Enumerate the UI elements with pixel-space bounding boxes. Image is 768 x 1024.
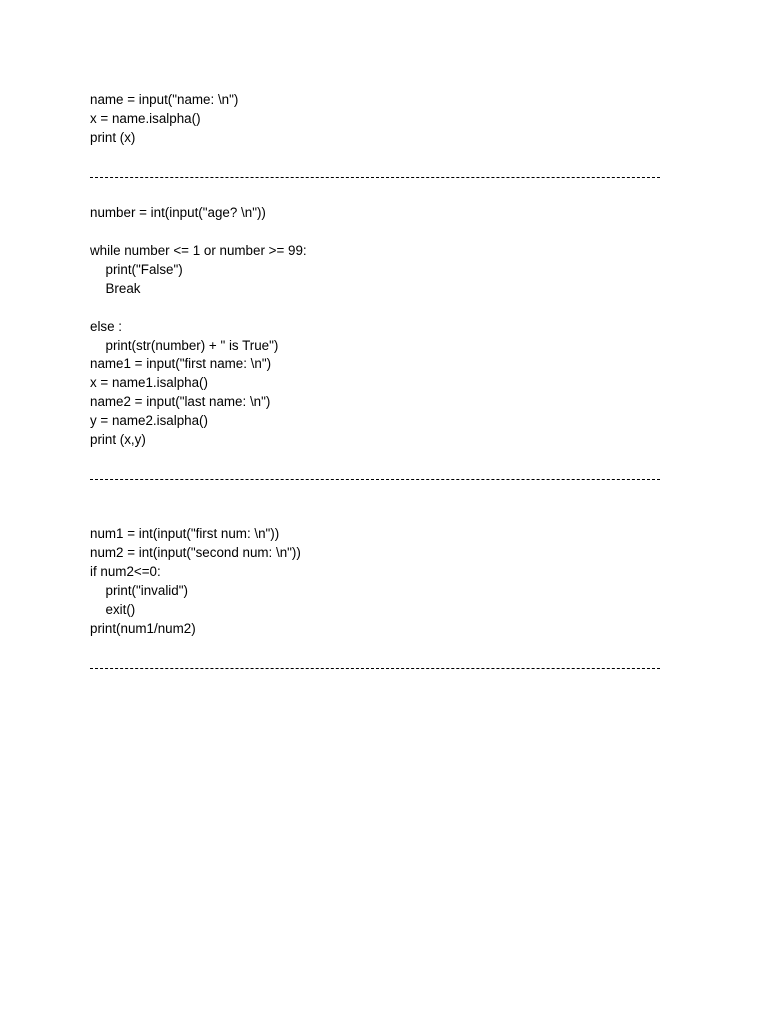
code-line: exit() (105, 602, 136, 618)
code-line: name2 = input("last name: \n") (90, 394, 271, 410)
code-line: name = input("name: \n") (90, 92, 239, 107)
code-line: while number <= 1 or number >= 99: (90, 243, 307, 259)
code-line: num2 = int(input("second num: \n")) (90, 545, 301, 561)
code-section-2 (90, 204, 670, 450)
blank-line (90, 185, 670, 204)
code-line: num1 = int(input("first num: \n")) (90, 526, 280, 542)
code-line: print("False") (105, 262, 183, 278)
code-section-1 (90, 91, 670, 148)
code-section-3 (90, 525, 670, 638)
code-line: else : (90, 318, 123, 334)
blank-line (90, 488, 670, 507)
dashed-separator (90, 469, 660, 488)
blank-line (90, 148, 670, 167)
code-line: print (x) (90, 129, 136, 145)
code-line: if num2<=0: (90, 564, 161, 580)
code-line: print(num1/num2) (90, 620, 196, 636)
dashed-separator (90, 658, 660, 677)
blank-line (90, 507, 670, 526)
code-line: print (x,y) (90, 432, 146, 448)
blank-line (90, 450, 670, 469)
blank-line (90, 639, 670, 658)
blank-line (90, 223, 670, 242)
code-line: Break (105, 280, 141, 296)
blank-line (90, 299, 670, 318)
code-line: y = name2.isalpha() (90, 413, 208, 429)
code-line: name1 = input("first name: \n") (90, 356, 272, 372)
code-line: print("invalid") (105, 583, 188, 599)
code-line: x = name.isalpha() (90, 110, 201, 126)
code-line: x = name1.isalpha() (90, 375, 208, 391)
code-line: number = int(input("age? \n")) (90, 205, 266, 221)
code-document (90, 91, 670, 677)
code-line: print(str(number) + " is True") (105, 337, 279, 353)
dashed-separator (90, 167, 660, 186)
